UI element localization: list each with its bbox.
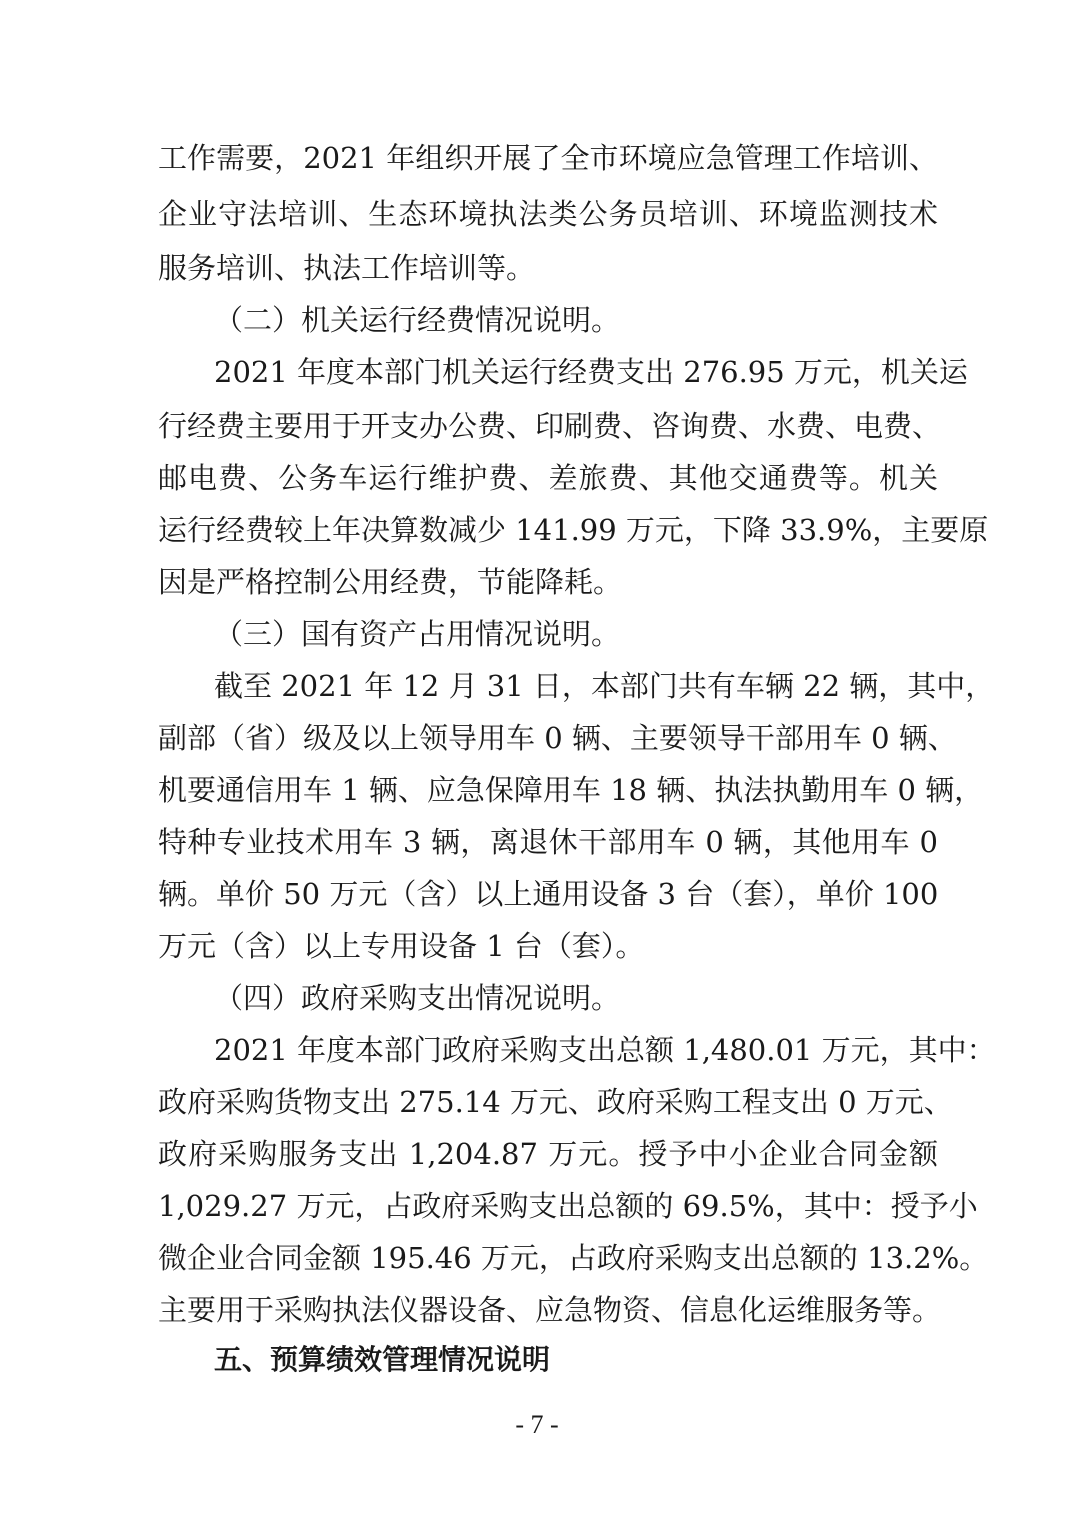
text-line: 副部（省）级及以上领导用车 0 辆、主要领导干部用车 0 辆、 bbox=[158, 721, 957, 755]
section-heading-3: （三）国有资产占用情况说明。 bbox=[214, 617, 621, 651]
text-line: 主要用于采购执法仪器设备、应急物资、信息化运维服务等。 bbox=[158, 1293, 942, 1327]
text-line: 服务培训、执法工作培训等。 bbox=[158, 251, 536, 285]
text-line: 机要通信用车 1 辆、应急保障用车 18 辆、执法执勤用车 0 辆， bbox=[158, 773, 984, 807]
text-line: 因是严格控制公用经费，节能降耗。 bbox=[158, 565, 623, 599]
text-line: 运行经费较上年决算数减少 141.99 万元，下降 33.9%，主要原 bbox=[158, 513, 989, 547]
text-line: 辆。单价 50 万元（含）以上通用设备 3 台（套），单价 100 bbox=[158, 877, 939, 911]
section-heading-4: （四）政府采购支出情况说明。 bbox=[214, 981, 621, 1015]
text-line: 邮电费、公务车运行维护费、差旅费、其他交通费等。机关 bbox=[158, 461, 938, 495]
text-line: 1,029.27 万元，占政府采购支出总额的 69.5%，其中：授予小 bbox=[158, 1189, 978, 1223]
page-number: - 7 - bbox=[515, 1410, 559, 1439]
text-line: 2021 年度本部门机关运行经费支出 276.95 万元，机关运 bbox=[214, 355, 968, 389]
section-heading-5: 五、预算绩效管理情况说明 bbox=[214, 1343, 551, 1376]
text-line: 行经费主要用于开支办公费、印刷费、咨询费、水费、电费、 bbox=[158, 409, 942, 443]
text-line: 企业守法培训、生态环境执法类公务员培训、环境监测技术 bbox=[158, 197, 938, 231]
text-line: 截至 2021 年 12 月 31 日，本部门共有车辆 22 辆，其中， bbox=[214, 669, 995, 703]
text-line: 政府采购货物支出 275.14 万元、政府采购工程支出 0 万元、 bbox=[158, 1085, 953, 1119]
text-line: 特种专业技术用车 3 辆，离退休干部用车 0 辆，其他用车 0 bbox=[158, 825, 938, 859]
text-line: 万元（含）以上专用设备 1 台（套）。 bbox=[158, 929, 645, 963]
text-line: 2021 年度本部门政府采购支出总额 1,480.01 万元，其中： bbox=[214, 1033, 996, 1067]
section-heading-2: （二）机关运行经费情况说明。 bbox=[214, 303, 621, 337]
text-line: 工作需要，2021 年组织开展了全市环境应急管理工作培训、 bbox=[158, 141, 938, 175]
text-line: 微企业合同金额 195.46 万元，占政府采购支出总额的 13.2%。 bbox=[158, 1241, 989, 1275]
text-line: 政府采购服务支出 1,204.87 万元。授予中小企业合同金额 bbox=[158, 1137, 938, 1171]
